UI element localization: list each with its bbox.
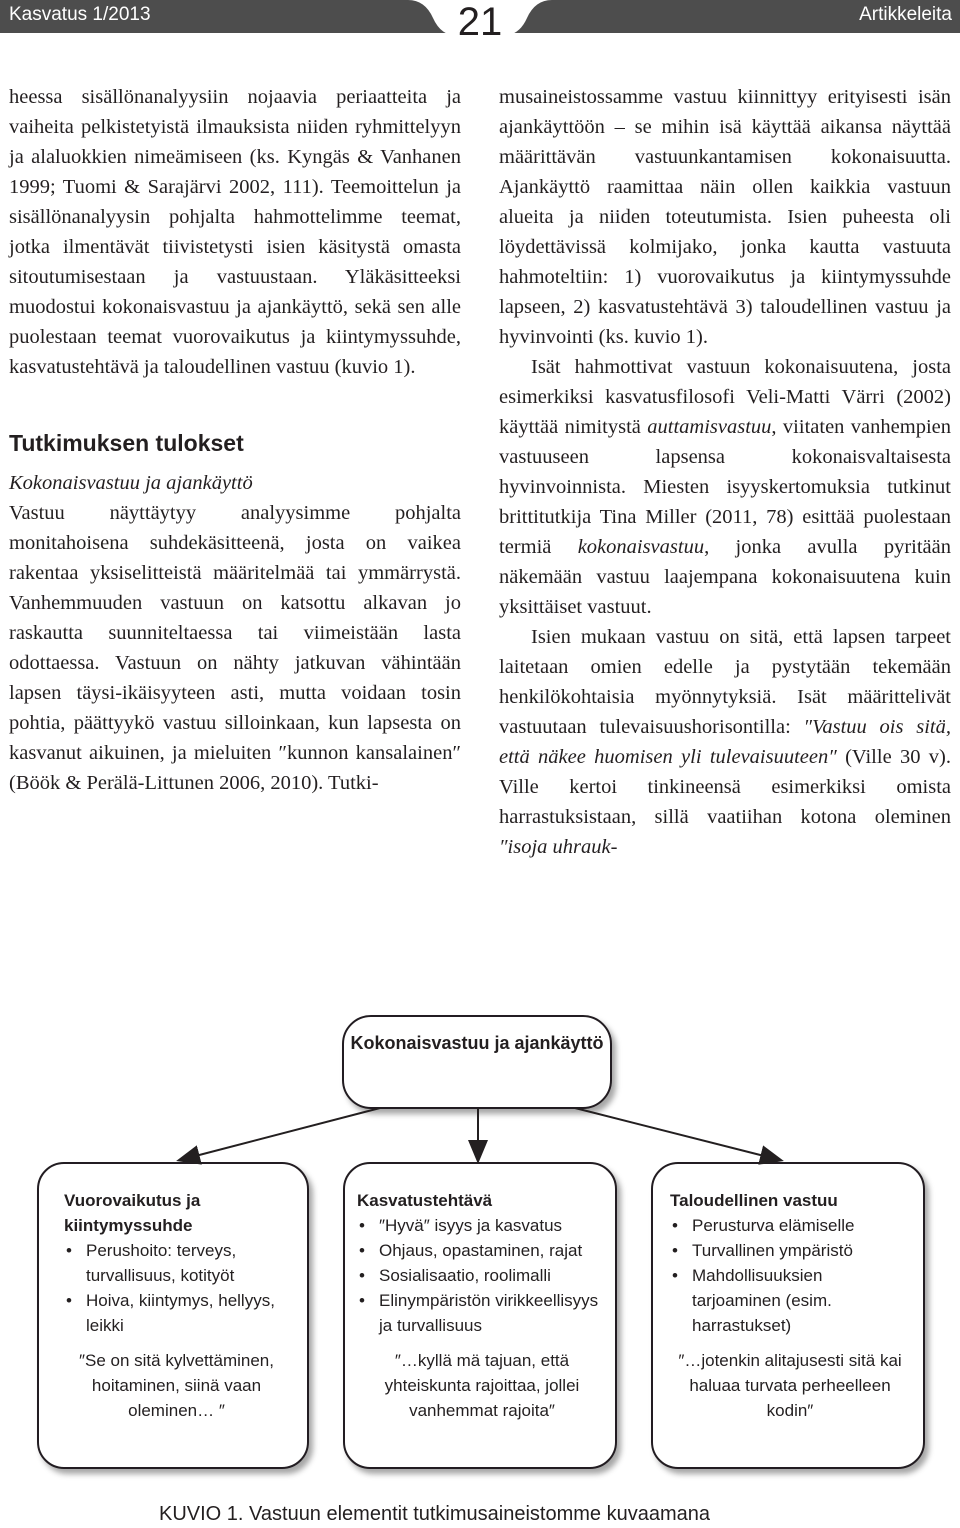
- paragraph: musaineistossamme vastuu kiinnittyy erityisesti isän ajankäyttöön – se mihin isä käyttää aikansa näyttää määrittävän vastuunkantamisen kokonaisuutta. Ajankäyttö raamittaa näin ollen kaikkia vastuun alueita ja niiden toteutumista. Isien puheesta oli löydettävissä kolmijako, jonka kautta vastuuta hahmoteltiin: 1) vuorovaikutus ja kiintymyssuhde lapseen, 2) kasvatustehtävä 3) taloudellinen vastuu ja hyvinvointi (ks. kuvio 1).: [499, 86, 951, 348]
- box-middle-content: [357, 1188, 607, 1423]
- paragraph: Isien mukaan vastuu on sitä, että lapsen tarpeet laitetaan omien edelle ja pystytään tekemään henkilökohtaisia myönnytyksiä. Isät määrittelivät vastuutaan tulevaisuushorisontilla: ″Vastuu ois sitä, että näkee huomisen yli tulevaisuuteen″ (Ville 30 v). Ville kertoi tinkineensä esimerkiksi omista harrastuksistaan, sillä vaatiihan kotona oleminen ″isoja uhrauk-: [499, 626, 951, 858]
- journal-name: Kasvatus 1/2013: [9, 4, 151, 25]
- list-item: • Mahdollisuuksien tarjoaminen (esim. harrastukset): [670, 1263, 910, 1338]
- top-box-label: Kokonaisvastuu ja ajankäyttö: [350, 1033, 604, 1053]
- section-name: Artikkeleita: [859, 4, 952, 25]
- box-left-content: [64, 1188, 289, 1423]
- quote: ″Se on sitä kylvettäminen, hoitaminen, siinä vaan oleminen… ″: [78, 1351, 274, 1420]
- quote: ″…jotenkin alitajusesti sitä kai haluaa turvata perheelleen kodin″: [678, 1351, 902, 1420]
- quote: ″…kyllä mä tajuan, että yhteiskunta rajoittaa, jollei vanhemmat rajoita″: [384, 1351, 580, 1420]
- arrow-left: [180, 1108, 380, 1160]
- paragraph: Isät hahmottivat vastuun kokonaisuutena, josta esimerkiksi kasvatusfilosofi Veli-Matti Värri (2002) käyttää nimitystä auttamisvastuu, viitaten vanhempien vastuuseen lapsensa kokonaisvaltaisesta hyvinvoinnista. Miesten isyyskertomuksia tutkinut brittitutkija Tina Miller (2011, 78) esittää puolestaan termiä kokonaisvastuu, jonka avulla pyritään näkemään vastuu laajempana kokonaisuutena kuin yksittäiset vastuut.: [499, 356, 951, 618]
- page-number: 21: [457, 0, 503, 44]
- box-title: Vuorovaikutus ja kiintymyssuhde: [64, 1191, 201, 1235]
- list-item: • Sosialisaatio, roolimalli: [357, 1263, 607, 1288]
- list-item: • Perushoito: terveys, turvallisuus, kotityöt: [64, 1238, 289, 1288]
- box-right-content: [670, 1188, 910, 1423]
- list-item: • Hoiva, kiintymys, hellyys, leikki: [64, 1288, 289, 1338]
- list-item: • Perusturva elämiselle: [670, 1213, 910, 1238]
- list-item: • ″Hyvä″ isyys ja kasvatus: [357, 1213, 607, 1238]
- list-item: • Ohjaus, opastaminen, rajat: [357, 1238, 607, 1263]
- box-title: Kasvatustehtävä: [357, 1191, 493, 1210]
- figure-caption: KUVIO 1. Vastuun elementit tutkimusaineistomme kuvaamana: [159, 1503, 710, 1525]
- subsection-heading: Kokonaisvastuu ja ajankäyttö: [9, 472, 253, 494]
- paragraph: Vastuu näyttäytyy analyysimme pohjalta monitahoisena suhdekäsitteenä, josta on vaikea rakentaa yksiselitteistä määritelmää tai ymmärrystä. Vanhemmuuden vastuun on katsottu alkavan jo raskautta suunniteltaessa tai viimeistään lasta odottaessa. Vastuun on nähty jatkuvan vähintään lapsen täysi-ikäisyyteen asti, mutta voidaan tosin pohtia, päättyykö vastuu silloinkaan, kun lapsesta on kasvanut aikuinen, ja mieluiten ″kunnon kansalainen″ (Böök & Perälä-Littunen 2006, 2010). Tutki-: [9, 502, 461, 794]
- arrow-right: [575, 1108, 780, 1160]
- paragraph: heessa sisällönanalyysiin nojaavia periaatteita ja vaiheita pelkistetyistä ilmauksista niiden ryhmittelyyn ja alaluokkien nimeämiseen (ks. Kyngäs & Vanhanen 1999; Tuomi & Sarajärvi 2002, 111). Teemoittelun ja sisällönanalyysin pohjalta hahmottelimme teemat, jotka ilmentävät tiivistetysti isien käsitystä omasta sitoutumisestaan ja vastuustaan. Yläkäsitteeksi muodostui kokonaisvastuu ja ajankäyttö, sekä sen alle puolestaan teemat vuorovaikutus ja kiintymyssuhde, kasvatustehtävä ja taloudellinen vastuu (kuvio 1).: [9, 86, 461, 378]
- list-item: • Turvallinen ympäristö: [670, 1238, 910, 1263]
- box-title: Taloudellinen vastuu: [670, 1191, 838, 1210]
- list-item: • Elinympäristön virikkeellisyys ja turvallisuus: [357, 1288, 607, 1338]
- section-heading: Tutkimuksen tulokset: [9, 430, 244, 456]
